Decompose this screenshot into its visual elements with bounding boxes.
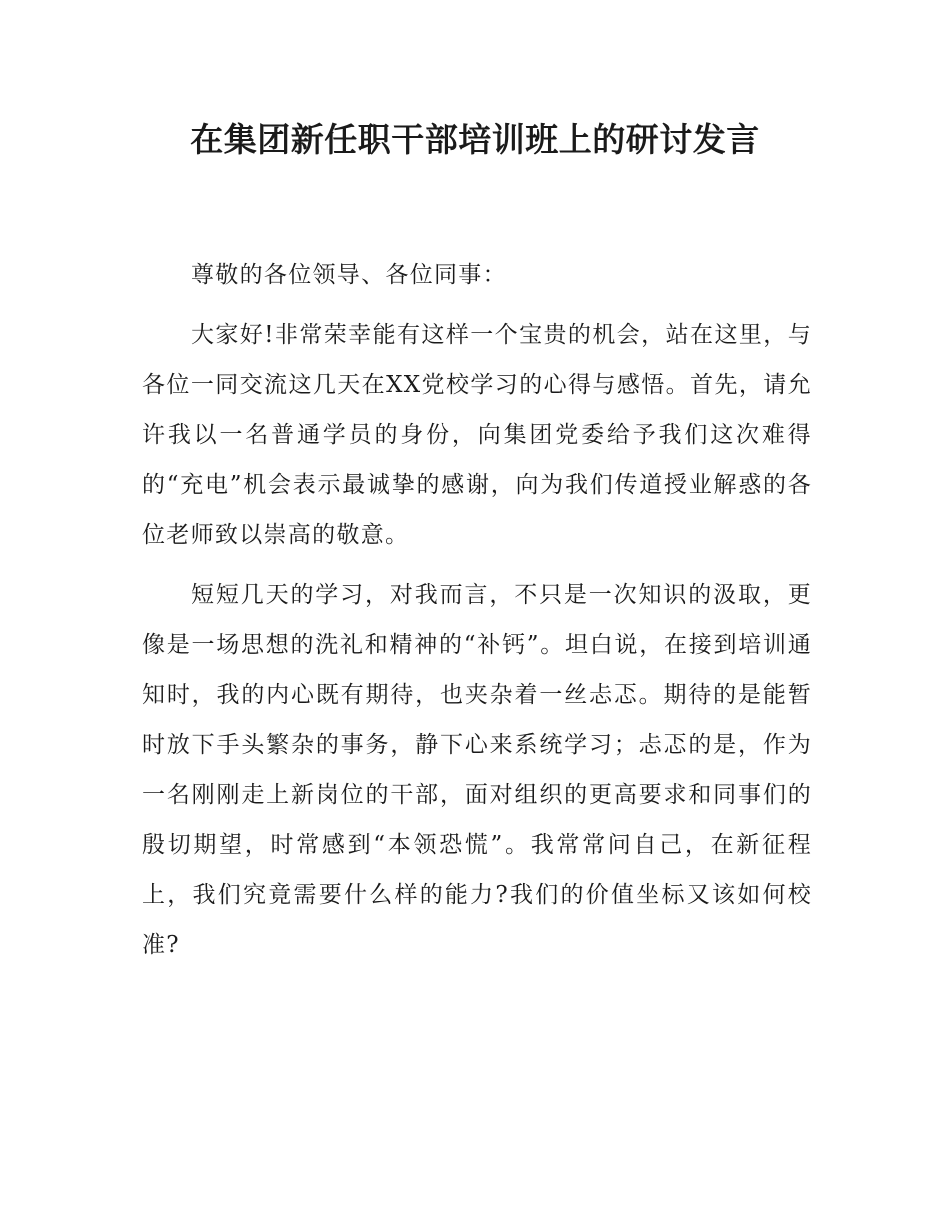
document-title: 在集团新任职干部培训班上的研讨发言	[190, 120, 760, 159]
paragraph-1: 大家好!非常荣幸能有这样一个宝贵的机会，站在这里，与各位一同交流这几天在XX党校学习的心得与感悟。首先，请允许我以一名普通学员的身份，向集团党委给予我们这次难得的“充电”机会表示最诚挚的感谢，向为我们传道授业解惑的各位老师致以崇高的敬意。	[142, 322, 812, 548]
document-body	[142, 250, 812, 970]
greeting-line: 尊敬的各位领导、各位同事：	[191, 262, 507, 288]
paragraph-2: 短短几天的学习，对我而言，不只是一次知识的汲取，更像是一场思想的洗礼和精神的“补钙”。坦白说，在接到培训通知时，我的内心既有期待，也夹杂着一丝忐忑。期待的是能暂时放下手头繁杂的事务，静下心来系统学习；忐忑的是，作为一名刚刚走上新岗位的干部，面对组织的更高要求和同事们的殷切期望，时常感到“本领恐慌”。我常常问自己，在新征程上，我们究竟需要什么样的能力?我们的价值坐标又该如何校准?	[142, 582, 812, 958]
